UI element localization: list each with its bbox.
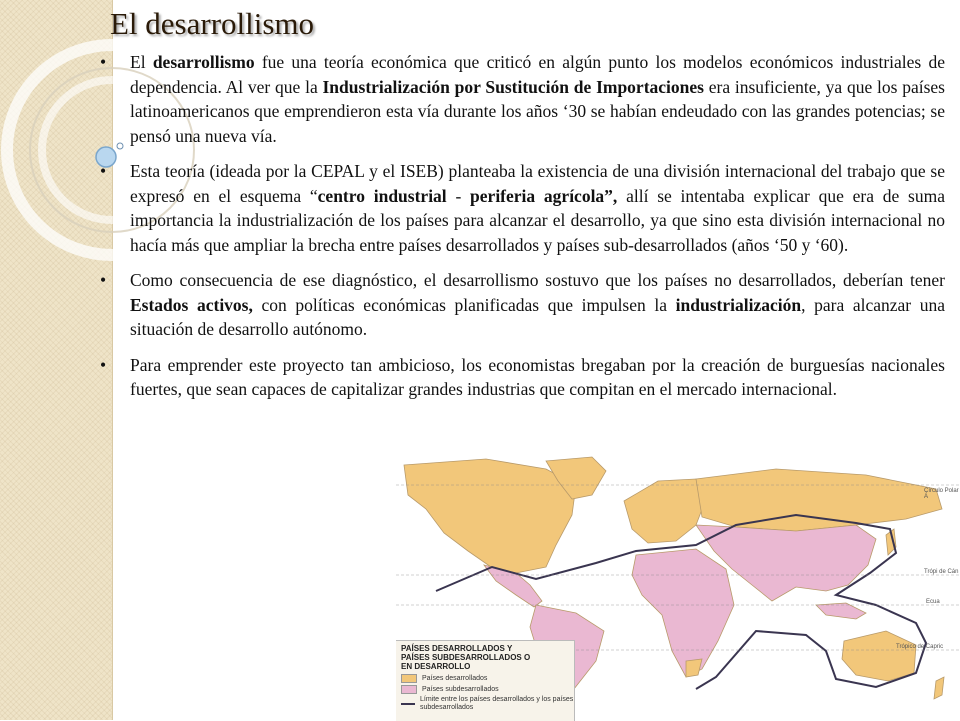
bullet-item-4 [100,353,945,402]
bullet-text-3: Como consecuencia de ese diagnóstico, el desarrollismo sostuvo que los países no desarrollados, deberían tener Estados activos, con políticas económicas planificadas que impulsen la industrialización, para alcanzar una situación de desarrollo autónomo. [130,270,945,339]
bullet-dot-icon: • [100,52,107,72]
map-label-arctic: Círculo Polar Á [924,488,959,500]
legend-item-developed [401,674,574,683]
legend-label-developed: Países desarrollados [422,674,488,682]
bullet-text-2: Esta teoría (ideada por la CEPAL y el ISEB) planteaba la existencia de una división internacional del trabajo que se expresó en el esquema “centro industrial - periferia agrícola”, allí se intentaba explicar que era de suma importancia la industrialización de los países para alcanzar el desarrollo, ya que sino esta división internacional no hacía más que ampliar la brecha entre países desarrollados y países sub-desarrollados (años ‘50 y ‘60). [130,161,945,255]
legend-label-boundary: Límite entre los países desarrollados y los países subdesarrollados [420,696,574,711]
legend-line-boundary [401,703,415,705]
bullet-list [100,50,945,413]
bullet-item-2 [100,159,945,257]
legend-swatch-underdeveloped [401,685,417,694]
map-legend [396,640,575,721]
slide-title: El desarrollismo [110,6,315,41]
legend-label-underdeveloped: Países subdesarrollados [422,685,499,693]
map-label-cancer: Trópi de Cán [924,569,959,575]
map-label-capricorn: Trópico de Capric [896,644,944,650]
bullet-dot-icon: • [100,161,107,181]
legend-title: PAÍSES DESARROLLADOS Y PAÍSES SUBDESARROLLADOS O EN DESARROLLO [401,644,531,671]
bullet-dot-icon: • [100,354,107,375]
bullet-item-3 [100,268,945,342]
legend-item-boundary [401,696,574,712]
bullet-text-1: El desarrollismo fue una teoría económica que criticó en algún punto los modelos económicos industriales de dependencia. Al ver que la Industrialización por Sustitución de Importaciones era insuficiente, ya que los países latinoamericanos que emprendieron esta vía durante los años ‘30 se habían endeudado con las grandes potencias; se pensó una nueva vía. [130,52,945,146]
legend-item-underdeveloped [401,685,574,694]
map-label-equator: Ecua [926,599,940,605]
bullet-dot-icon: • [100,270,107,290]
bullet-item-1 [100,50,945,148]
legend-swatch-developed [401,674,417,683]
bullet-text-4: Para emprender este proyecto tan ambicioso, los economistas bregaban por la creación de burguesías nacionales fuertes, que sean capaces de capitalizar grandes industrias que compitan en el mercado internacional. [130,354,945,399]
